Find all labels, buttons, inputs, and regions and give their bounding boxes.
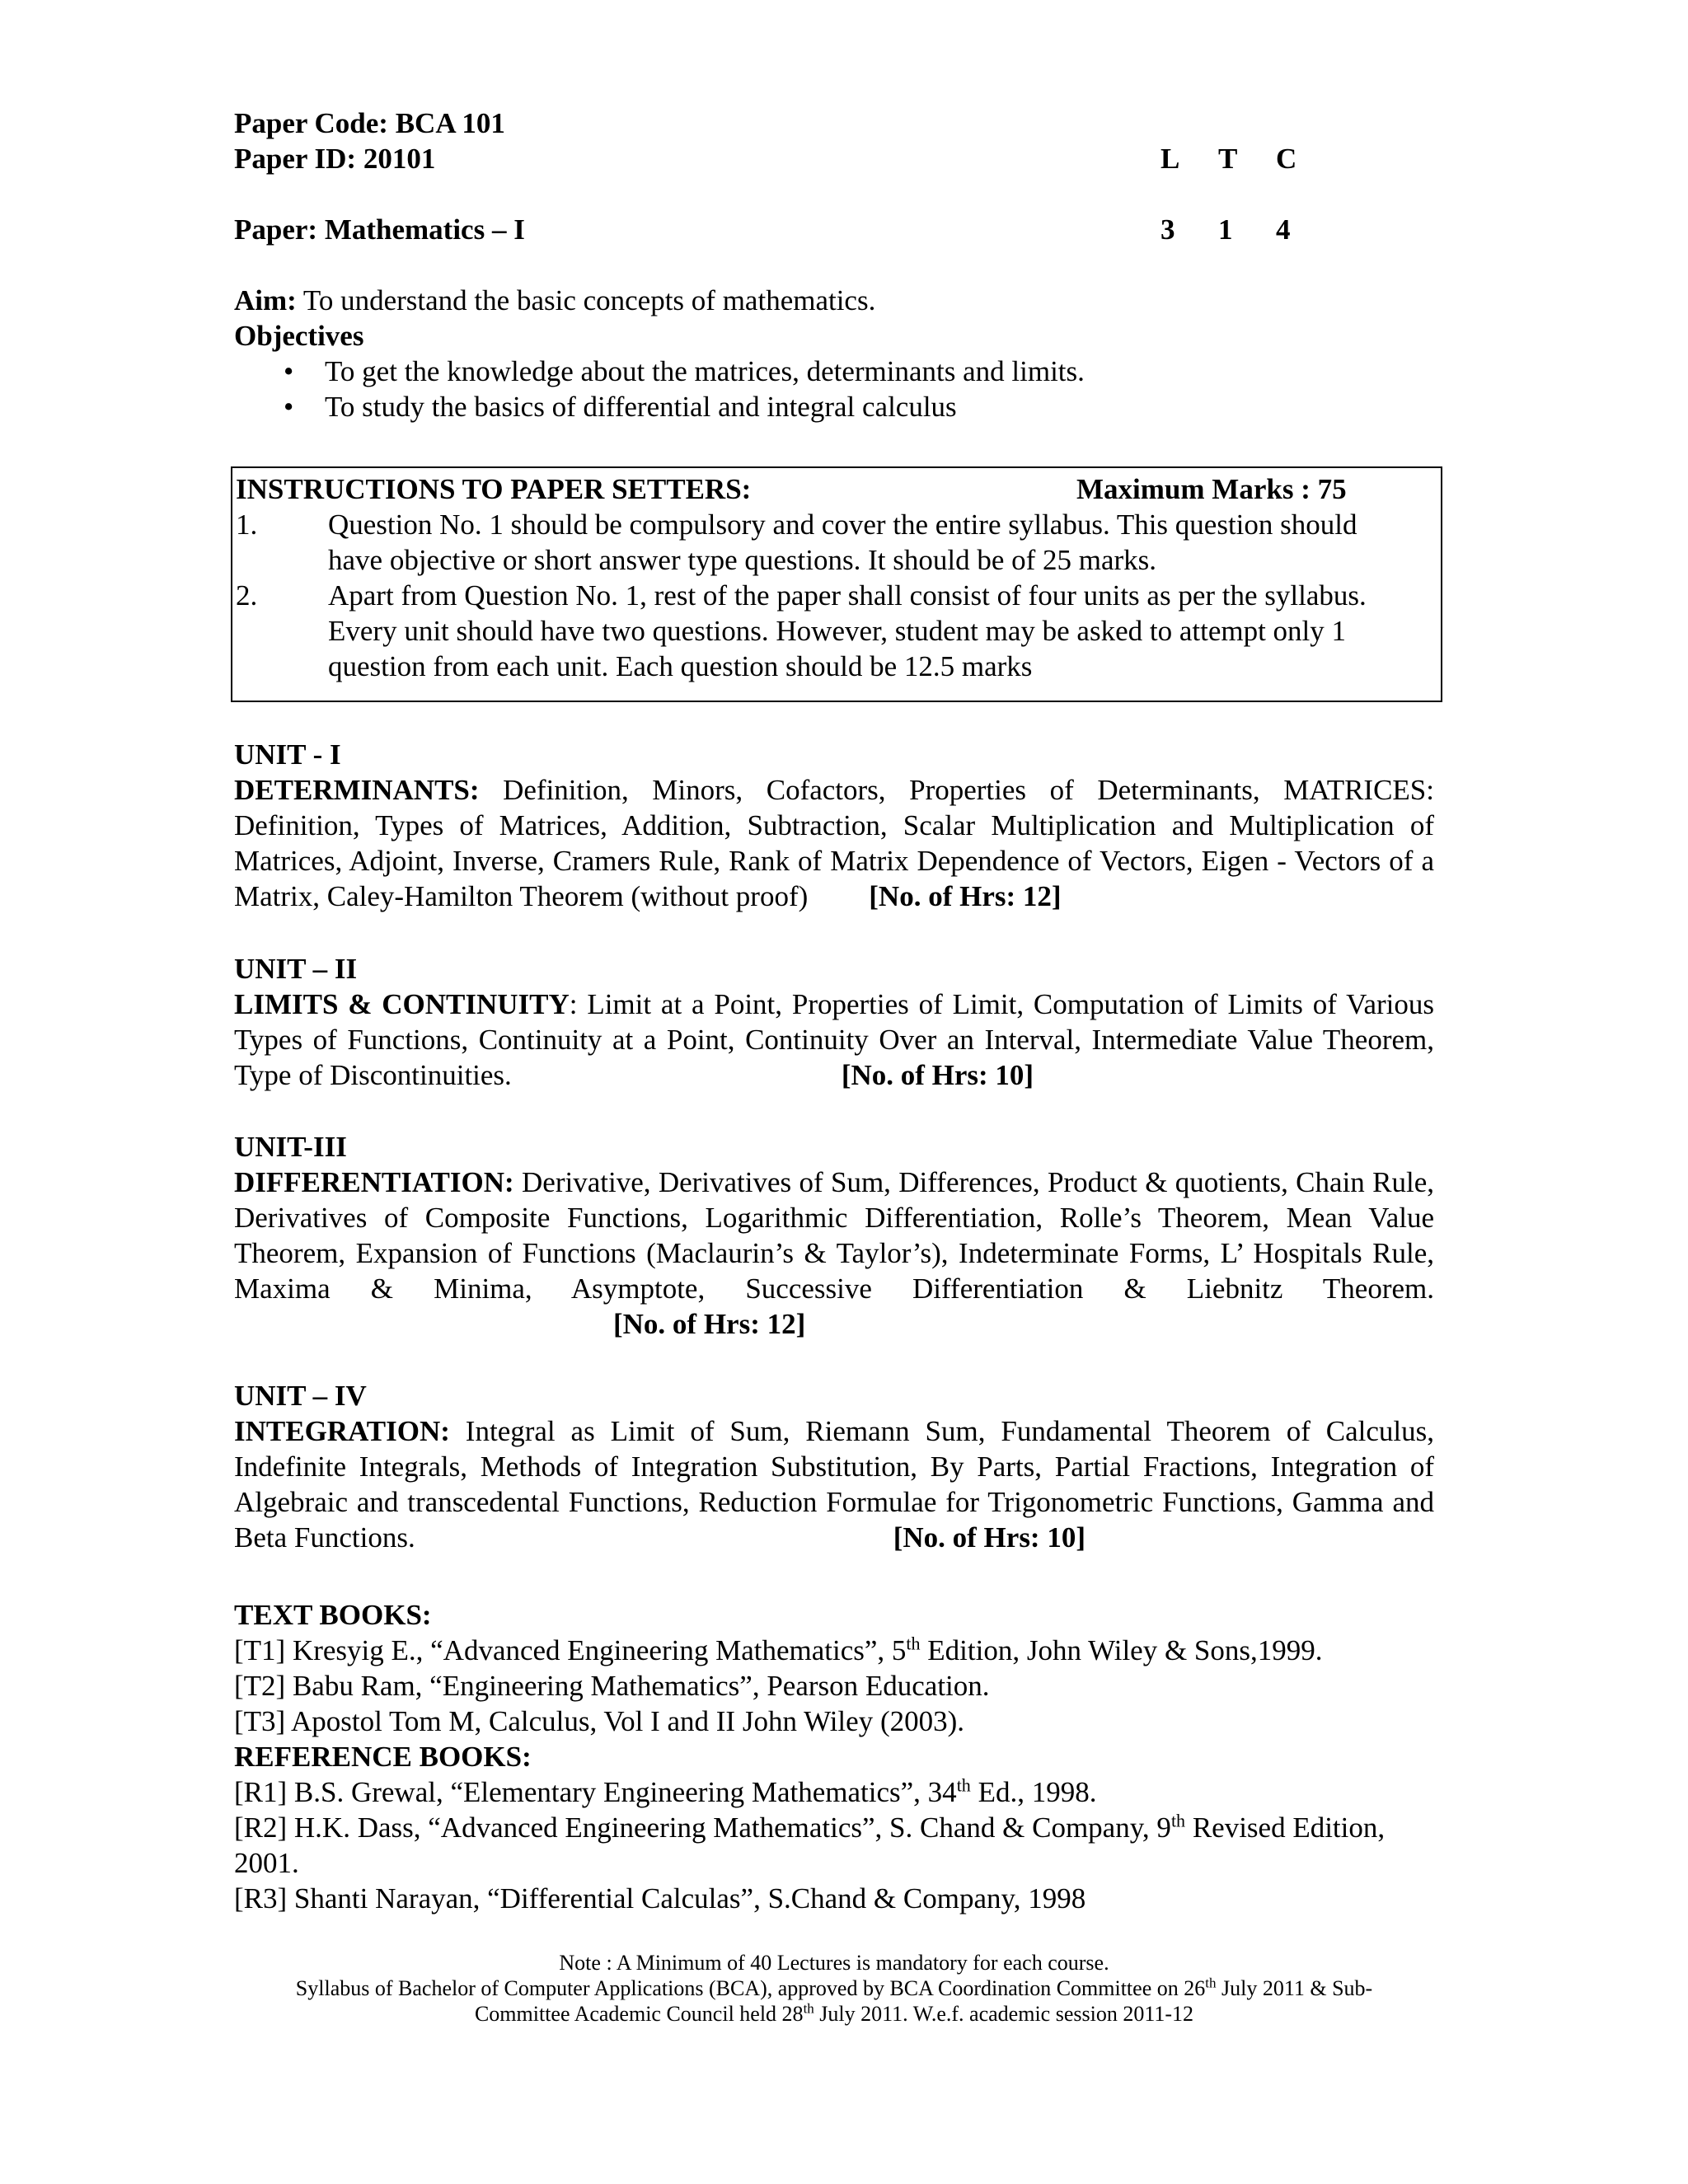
footer-approval — [234, 1975, 1434, 2027]
footer-text: July 2011. W.e.f. academic session 2011-12 — [814, 2002, 1194, 2026]
unit-topic: LIMITS & CONTINUITY — [234, 988, 570, 1020]
unit-body — [234, 1413, 1434, 1555]
superscript: th — [803, 2000, 814, 2017]
superscript: th — [1170, 1810, 1186, 1831]
text-book-t2: [T2] Babu Ram, “Engineering Mathematics”, Pearson Education. — [234, 1670, 990, 1702]
objectives-title: Objectives — [234, 320, 364, 352]
ltc-label-l: L — [1160, 143, 1180, 175]
syllabus-page — [234, 105, 1434, 2026]
unit-text: Integral as Limit of Sum, Riemann Sum, Fundamental Theorem of Calculus, Indefinite Integrals, Methods of Integration Substitution, By Parts, Partial Fractions, Integration of Algebraic and transcedental Functions, Reduction Formulae for Trigonometric Functions, Gamma and Beta Functions. — [234, 1415, 1434, 1554]
text-book-t3: [T3] Apostol Tom M, Calculus, Vol I and II John Wiley (2003). — [234, 1705, 965, 1737]
unit-hours: [No. of Hrs: 10] — [893, 1521, 1085, 1554]
unit-2 — [234, 951, 1434, 1093]
book-text: [R1] B.S. Grewal, “Elementary Engineering Mathematics”, 34 — [234, 1776, 957, 1808]
paper-code: Paper Code: BCA 101 — [234, 107, 505, 139]
ltc-value-l: 3 — [1160, 213, 1175, 246]
text-book-t1 — [234, 1633, 1434, 1668]
unit-text: Derivative, Derivatives of Sum, Differences, Product & quotients, Chain Rule, Derivatives of Composite Functions, Logarithmic Differentiation, Rolle’s Theorem, Mean Value Theorem, Expansion of Functions (Maclaurin’s & Taylor’s), Indeterminate Forms, L’ Hospitals Rule, Maxima & Minima, Asymptote, Successive Differentiation & Liebnitz Theorem. — [234, 1166, 1434, 1305]
page-footer — [234, 1950, 1434, 2027]
ltc-value-c: 4 — [1276, 213, 1291, 246]
superscript: th — [906, 1633, 921, 1654]
objective-item: • To study the basics of differential and integral calculus — [325, 389, 1434, 424]
instruction-text: Apart from Question No. 1, rest of the paper shall consist of four units as per the syllabus. Every unit should have two questions. However, student may be asked to attempt only 1 question from each unit. Each question should be 12.5 marks — [328, 579, 1367, 682]
reference-books-title: REFERENCE BOOKS: — [234, 1741, 532, 1773]
instructions-title: INSTRUCTIONS TO PAPER SETTERS: — [236, 473, 752, 505]
unit-3 — [234, 1129, 1434, 1342]
objective-item: • To get the knowledge about the matrices, determinants and limits. — [325, 354, 1434, 389]
unit-topic: DIFFERENTIATION: — [234, 1166, 514, 1198]
unit-body — [234, 987, 1434, 1093]
aim-text: To understand the basic concepts of mathematics. — [296, 284, 876, 316]
books-section — [234, 1597, 1434, 1916]
unit-title: UNIT - I — [234, 738, 341, 771]
paper-id: Paper ID: 20101 — [234, 143, 436, 175]
ltc-header — [1160, 141, 1317, 176]
book-text: [T1] Kresyig E., “Advanced Engineering Mathematics”, 5 — [234, 1634, 907, 1666]
book-text: Edition, John Wiley & Sons,1999. — [920, 1634, 1323, 1666]
book-text: Ed., 1998. — [970, 1776, 1097, 1808]
unit-1 — [234, 737, 1434, 914]
book-text: [R2] H.K. Dass, “Advanced Engineering Mathematics”, S. Chand & Company, 9 — [234, 1811, 1171, 1844]
superscript: th — [1205, 1975, 1217, 1991]
footer-text: July 2011 & Sub-Committee Academic Council held 28 — [474, 1976, 1373, 2026]
unit-title: UNIT-III — [234, 1131, 347, 1163]
unit-hours: [No. of Hrs: 10] — [841, 1059, 1034, 1091]
unit-body — [234, 772, 1434, 914]
paper-title: Paper: Mathematics – I — [234, 213, 525, 246]
aim — [234, 283, 1434, 318]
unit-body — [234, 1165, 1434, 1342]
unit-text: Definition, Minors, Cofactors, Properties of Determinants, MATRICES: Definition, Types of Matrices, Addition, Subtraction, Scalar Multiplication and Multiplication of Matrices, Adjoint, Inverse, Cramers Rule, Rank of Matrix Dependence of Vectors, Eigen - Vectors of a Matrix, Caley-Hamilton Theorem (without proof) — [234, 774, 1434, 912]
unit-title: UNIT – IV — [234, 1380, 367, 1412]
instructions-box — [231, 466, 1442, 702]
ltc-label-c: C — [1276, 143, 1297, 175]
footer-note: Note : A Minimum of 40 Lectures is mandatory for each course. — [559, 1951, 1109, 1975]
instruction-text: Question No. 1 should be compulsory and cover the entire syllabus. This question should have objective or short answer type questions. It should be of 25 marks. — [328, 509, 1357, 576]
unit-title: UNIT – II — [234, 953, 358, 985]
instruction-item — [232, 578, 1441, 684]
unit-hours: [No. of Hrs: 12] — [613, 1308, 806, 1340]
ltc-label-t: T — [1218, 143, 1238, 175]
footer-text: Syllabus of Bachelor of Computer Applications (BCA), approved by BCA Coordination Committee on 26 — [295, 1976, 1206, 2000]
book-text: Revised Edition, 2001. — [234, 1811, 1386, 1879]
objectives-list — [234, 354, 1434, 424]
reference-book-r2 — [234, 1810, 1404, 1881]
unit-hours: [No. of Hrs: 12] — [869, 880, 1062, 912]
unit-topic: INTEGRATION: — [234, 1415, 450, 1447]
instruction-number: 2. — [236, 579, 258, 612]
instruction-number: 1. — [236, 509, 258, 541]
unit-topic: DETERMINANTS: — [234, 774, 480, 806]
max-marks: Maximum Marks : 75 — [1076, 473, 1347, 505]
reference-book-r3: [R3] Shanti Narayan, “Differential Calculas”, S.Chand & Company, 1998 — [234, 1882, 1086, 1915]
unit-text: : Limit at a Point, Properties of Limit, Computation of Limits of Various Types of Functions, Continuity at a Point, Continuity Over an Interval, Intermediate Value Theorem, Type of Discontinuities. — [234, 988, 1434, 1091]
reference-book-r1 — [234, 1774, 1434, 1810]
instruction-item — [232, 507, 1441, 578]
aim-label: Aim: — [234, 284, 297, 316]
ltc-values — [1160, 212, 1317, 247]
superscript: th — [956, 1774, 971, 1796]
ltc-value-t: 1 — [1218, 213, 1233, 246]
unit-4 — [234, 1378, 1434, 1555]
text-books-title: TEXT BOOKS: — [234, 1599, 432, 1631]
